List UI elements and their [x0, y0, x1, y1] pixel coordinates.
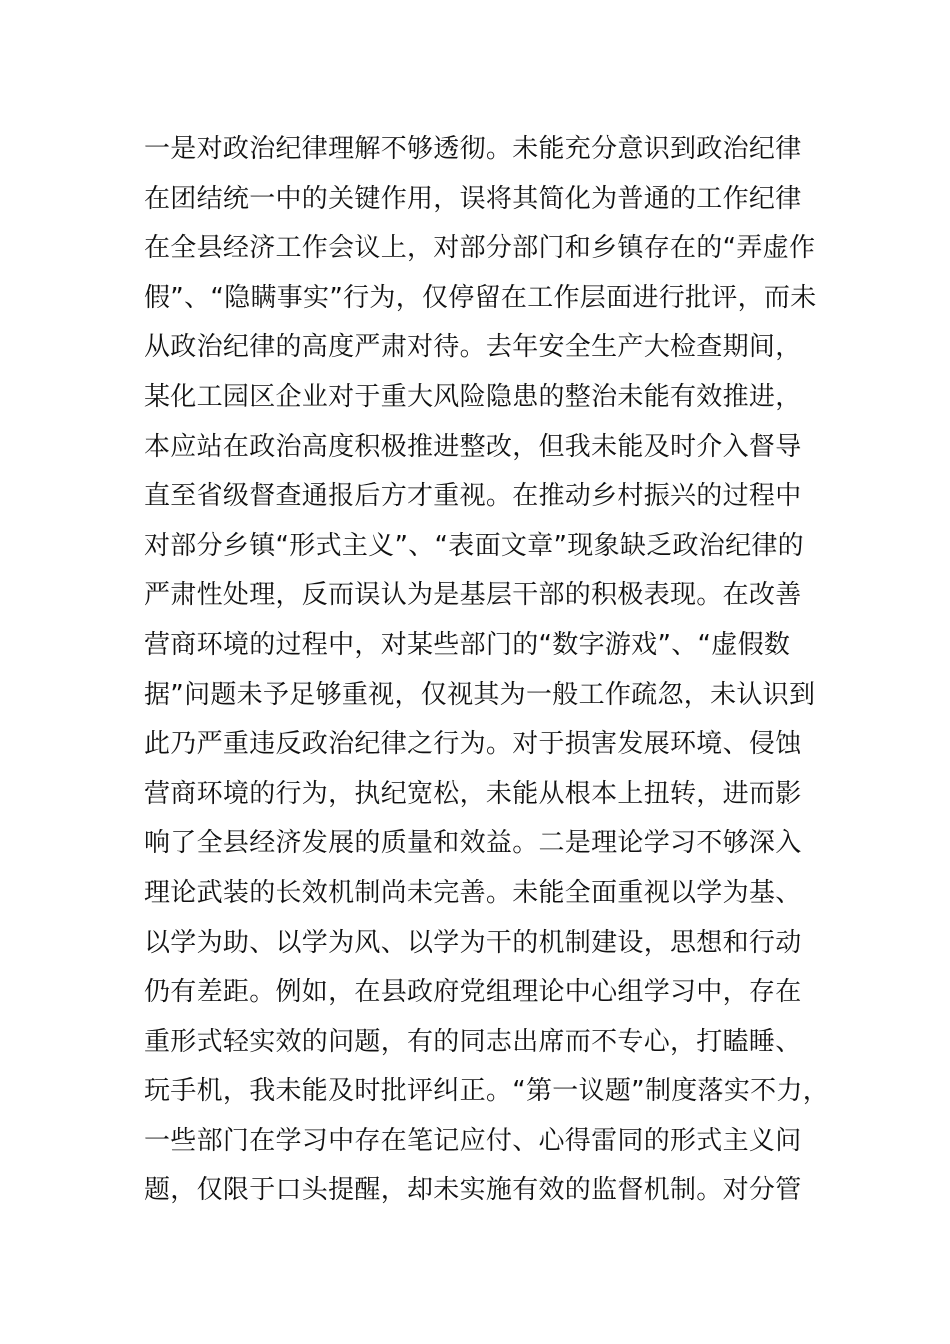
text-line: 重形式轻实效的问题，有的同志出席而不专心，打瞌睡、 — [144, 1026, 802, 1057]
text-line: 严肃性处理，反而误认为是基层干部的积极表现。在改善 — [144, 580, 802, 611]
text-line: 此乃严重违反政治纪律之行为。对于损害发展环境、侵蚀 — [144, 729, 802, 760]
text-line: 对部分乡镇“形式主义”、“表面文章”现象缺乏政治纪律的 — [144, 530, 804, 561]
text-line: 本应站在政治高度积极推进整改，但我未能及时介入督导 — [144, 431, 802, 462]
text-line: 营商环境的行为，执纪宽松，未能从根本上扭转，进而影 — [144, 778, 802, 809]
text-line: 一些部门在学习中存在笔记应付、心得雷同的形式主义问 — [144, 1125, 802, 1156]
text-line: 从政治纪律的高度严肃对待。去年安全生产大检查期间， — [144, 332, 802, 363]
text-line: 玩手机，我未能及时批评纠正。“第一议题”制度落实不力， — [144, 1076, 830, 1107]
text-line: 理论武装的长效机制尚未完善。未能全面重视以学为基、 — [144, 877, 802, 908]
text-line: 仍有差距。例如，在县政府党组理论中心组学习中，存在 — [144, 977, 802, 1008]
text-line: 假”、“隐瞒事实”行为，仅停留在工作层面进行批评，而未 — [144, 282, 817, 313]
text-line: 在团结统一中的关键作用，误将其简化为普通的工作纪律 — [144, 183, 802, 214]
text-line: 某化工园区企业对于重大风险隐患的整治未能有效推进， — [144, 381, 802, 412]
text-line: 一是对政治纪律理解不够透彻。未能充分意识到政治纪律 — [144, 134, 802, 164]
text-line: 题，仅限于口头提醒，却未实施有效的监督机制。对分管 — [144, 1175, 802, 1206]
text-line: 在全县经济工作会议上，对部分部门和乡镇存在的“弄虚作 — [144, 233, 816, 264]
text-line: 据”问题未予足够重视，仅视其为一般工作疏忽，未认识到 — [144, 679, 816, 710]
text-line: 响了全县经济发展的质量和效益。二是理论学习不够深入 — [144, 828, 802, 859]
body-text — [144, 125, 844, 1216]
text-line: 以学为助、以学为风、以学为干的机制建设，思想和行动 — [144, 927, 802, 958]
text-line: 营商环境的过程中，对某些部门的“数字游戏”、“虚假数 — [144, 629, 791, 660]
text-line: 直至省级督查通报后方才重视。在推动乡村振兴的过程中 — [144, 481, 802, 512]
